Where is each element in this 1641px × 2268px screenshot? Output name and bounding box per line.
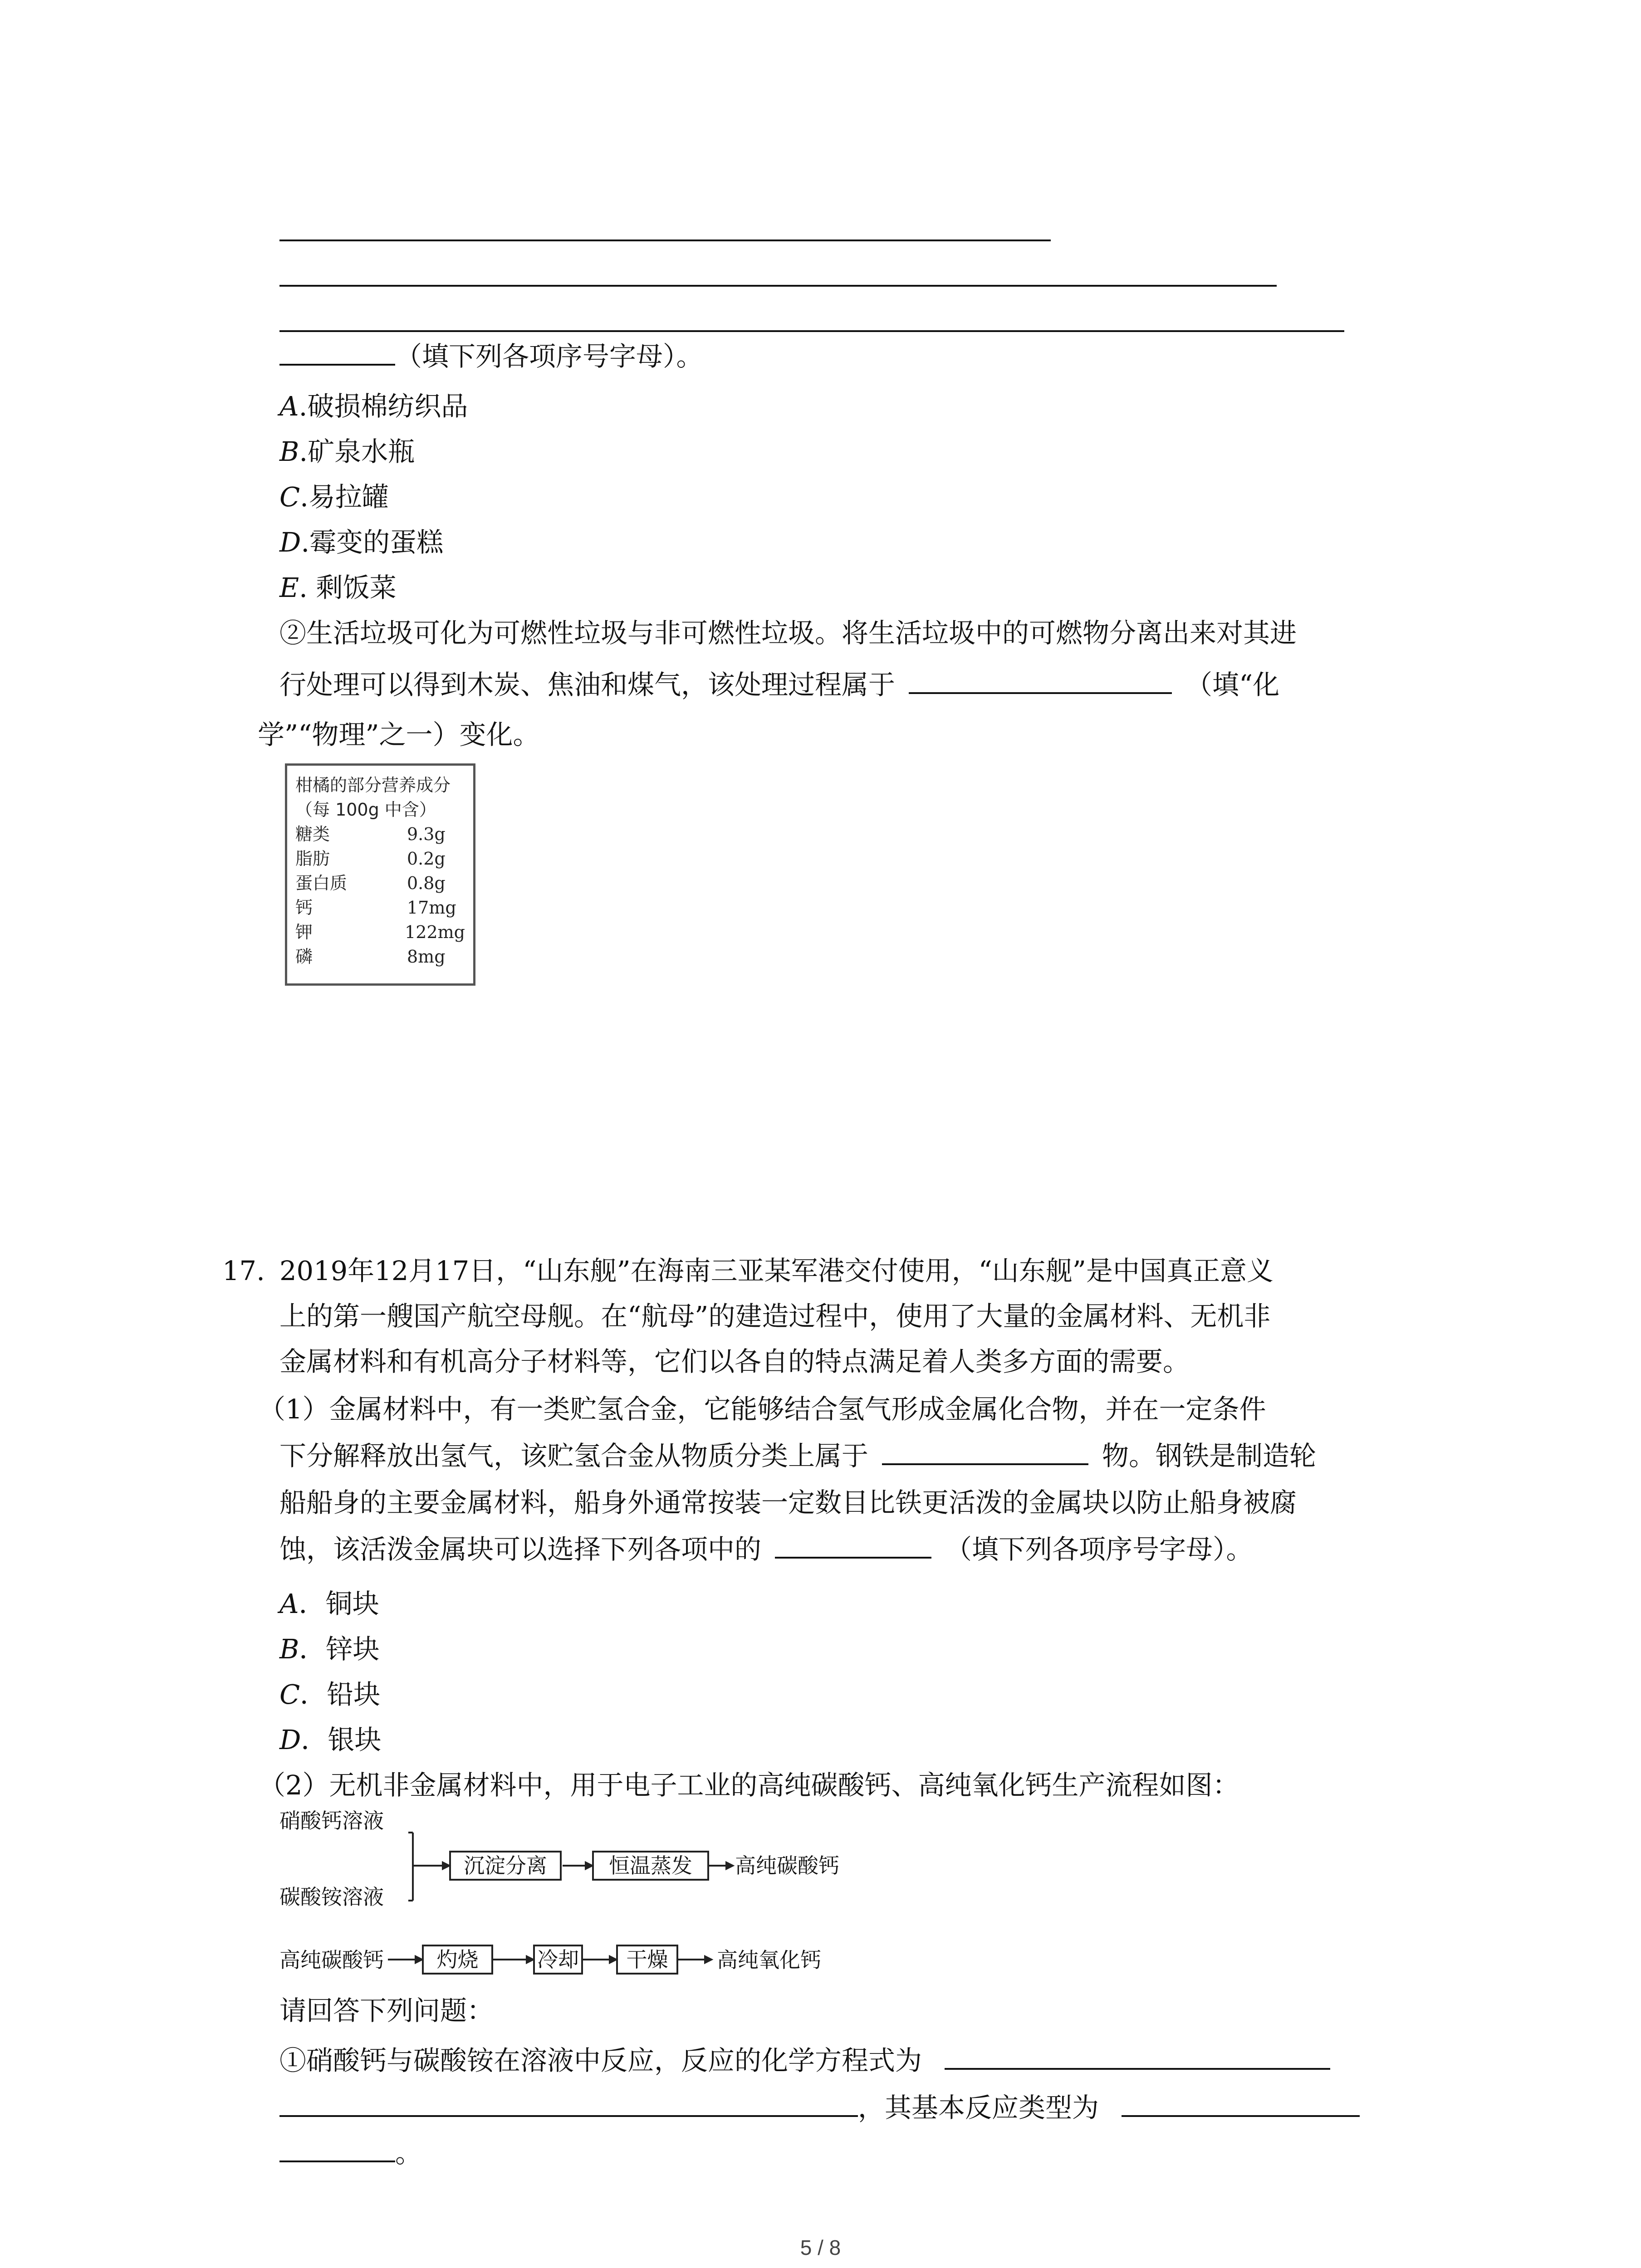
sub2-line1: ②生活垃圾可化为可燃性垃圾与非可燃性垃圾。将生活垃圾中的可燃物分离出来对其进 [279, 617, 1297, 649]
flow1-input-top: 硝酸钙溶液 [279, 1809, 384, 1833]
q17-part1-line4: 蚀，该活泼金属块可以选择下列各项中的 （填下列各项序号字母）。 [279, 1534, 1253, 1565]
q17-sub1-line1: ①硝酸钙与碳酸铵在溶液中反应，反应的化学方程式为 [279, 2038, 1330, 2083]
flow2-connectors [272, 1937, 771, 1982]
q17-part1-line3: 船船身的主要金属材料，船身外通常按装一定数目比铁更活泼的金属块以防止船身被腐 [279, 1487, 1297, 1518]
question-number: 17. [222, 1255, 265, 1286]
q17-part1-line1: （1）金属材料中，有一类贮氢合金，它能够结合氢气形成金属化合物，并在一定条件 [259, 1393, 1266, 1425]
flow2-step-cool: 冷却 [533, 1945, 583, 1975]
answer-line-2[interactable] [279, 285, 1277, 287]
sub2-line2: 行处理可以得到木炭、焦油和煤气，该处理过程属于 （填“化 [279, 669, 1280, 700]
sub2-line3: 学”“物理”之一）变化。 [258, 719, 540, 750]
q17-intro-line3: 金属材料和有机高分子材料等，它们以各自的特点满足着人类多方面的需要。 [279, 1346, 1190, 1377]
answer-blank[interactable] [945, 2045, 1330, 2070]
q17-intro-line2: 上的第一艘国产航空母舰。在“航母”的建造过程中，使用了大量的金属材料、无机非 [279, 1300, 1271, 1332]
answer-blank[interactable] [882, 1441, 1088, 1465]
flow2-input: 高纯碳酸钙 [279, 1948, 384, 1972]
answer-blank[interactable] [279, 2138, 395, 2162]
nutrition-row: 钙 17mg [295, 898, 456, 918]
answer-prompt: 请回答下列问题： [279, 1995, 494, 2026]
flow2-step-burn: 灼烧 [422, 1945, 493, 1975]
q17-option-c: C．铅块 [279, 1679, 381, 1710]
answer-blank[interactable] [909, 670, 1172, 694]
nutrition-subtitle: （每 100g 中含） [295, 800, 436, 820]
nutrition-row: 糖类 9.3g [295, 824, 446, 844]
nutrition-row: 蛋白质 0.8g [295, 873, 446, 893]
nutrition-row: 磷 8mg [295, 947, 446, 967]
flow1-step-precipitate: 沉淀分离 [449, 1851, 562, 1881]
option-c: C.易拉罐 [279, 481, 389, 513]
q17-option-a: A．铜块 [279, 1588, 379, 1619]
nutrition-table [285, 763, 475, 986]
flow2-step-dry: 干燥 [616, 1945, 678, 1975]
q17-sub1-line2: ，其基本反应类型为 [279, 2085, 1360, 2131]
nutrition-row: 钾 122mg [295, 922, 465, 942]
nutrition-title: 柑橘的部分营养成分 [295, 775, 451, 795]
answer-blank[interactable] [279, 341, 395, 366]
flow1-step-evaporate: 恒温蒸发 [592, 1851, 709, 1881]
flow1-output: 高纯碳酸钙 [735, 1853, 839, 1878]
flow1-input-bottom: 碳酸铵溶液 [279, 1885, 384, 1909]
answer-blank[interactable] [775, 1534, 931, 1559]
option-b: B.矿泉水瓶 [279, 436, 415, 467]
q17-sub1-line3: 。 [279, 2131, 422, 2176]
option-a: A.破损棉纺织品 [279, 391, 468, 422]
answer-line-1[interactable] [279, 240, 1051, 241]
answer-blank[interactable] [1122, 2092, 1360, 2117]
page-number: 5 / 8 [800, 2236, 841, 2259]
q17-part1-line2: 下分解释放出氢气，该贮氢合金从物质分类上属于 物。钢铁是制造轮 [279, 1440, 1317, 1471]
flow2-output: 高纯氧化钙 [717, 1948, 821, 1972]
q17-option-d: D．银块 [279, 1724, 382, 1755]
answer-blank[interactable] [279, 2092, 858, 2117]
q17-intro-line1: 2019年12月17日，“山东舰”在海南三亚某军港交付使用，“山东舰”是中国真正意义 [279, 1255, 1274, 1286]
q17-part2-line1: （2）无机非金属材料中，用于电子工业的高纯碳酸钙、高纯氧化钙生产流程如图： [259, 1769, 1239, 1801]
option-d: D.霉变的蛋糕 [279, 527, 444, 558]
fill-suffix: （填下列各项序号字母）。 [395, 341, 703, 372]
answer-line-3[interactable] [279, 330, 1344, 332]
q17-option-b: B．锌块 [279, 1633, 380, 1665]
nutrition-row: 脂肪 0.2g [295, 849, 446, 869]
fill-instruction-line [279, 334, 703, 379]
option-e: E. 剩饭菜 [279, 572, 397, 603]
